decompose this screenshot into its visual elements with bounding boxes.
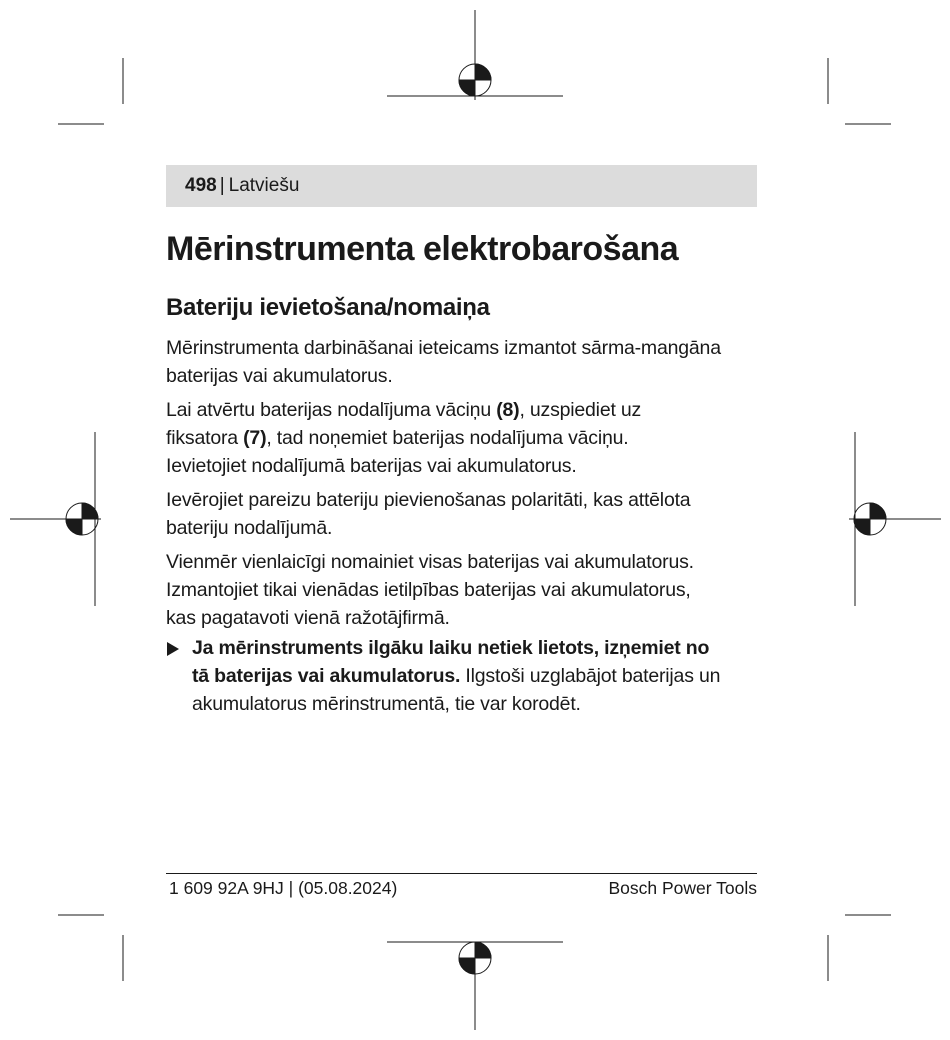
paragraph-line: baterijas vai akumulatorus. [166,365,393,387]
page-header [166,165,757,207]
section-heading: Bateriju ievietošana/nomaiņa [166,294,490,321]
paragraph-battery-type [166,334,762,390]
paragraph-line: kas pagatavoti vienā ražotājfirmā. [166,607,450,629]
note-bold-text: tā baterijas vai akumulatorus. [192,665,461,687]
text-run: fiksatora [166,427,244,449]
note-line [192,634,766,662]
paragraph-open-cover [166,396,762,480]
page-number: 498 [185,175,217,196]
page-title: Mērinstrumenta elektrobarošana [166,230,679,268]
reference-number: (8) [496,399,520,421]
text-run: Lai atvērtu baterijas nodalījuma vāciņu [166,399,497,421]
paragraph-line: Izmantojiet tikai vienādas ietilpības baterijas vai akumulatorus, [166,579,691,601]
reference-number: (7) [243,427,267,449]
body-text [166,334,762,638]
paragraph-line: Vienmēr vienlaicīgi nomainiet visas baterijas vai akumulatorus. [166,551,694,573]
header-language: Latviešu [228,175,300,196]
header-text [185,175,299,197]
paragraph-replace-all [166,548,762,632]
triangle-bullet-icon [166,642,180,656]
paragraph-line: Mērinstrumenta darbināšanai ieteicams izmantot sārma-mangāna [166,337,721,359]
header-separator: | [219,175,225,196]
safety-note-text [192,634,766,718]
registration-mark-top [387,10,563,100]
footer-document-id: 1 609 92A 9HJ | (05.08.2024) [169,878,398,898]
registration-mark-bottom [387,942,563,1030]
paragraph-line: bateriju nodalījumā. [166,517,333,539]
registration-mark-left [10,432,101,606]
text-run: , tad noņemiet baterijas nodalījuma vāciņu. [266,427,629,449]
paragraph-line: Ievērojiet pareizu bateriju pievienošanas polaritāti, kas attēlota [166,489,691,511]
footer-brand: Bosch Power Tools [608,878,757,898]
paragraph-line: Ievietojiet nodalījumā baterijas vai akumulatorus. [166,455,577,477]
text-run: , uzspiediet uz [519,399,642,421]
note-text: Ilgstoši uzglabājot baterijas un [460,665,721,687]
paragraph-line [166,424,762,452]
note-line: akumulatorus mērinstrumentā, tie var korodēt. [192,693,581,715]
registration-mark-right [849,432,941,606]
footer-rule [166,873,757,874]
note-bold-text: Ja mērinstruments ilgāku laiku netiek lietots, izņemiet no [192,637,710,659]
paragraph-polarity [166,486,762,542]
paragraph-line [166,396,762,424]
note-line [192,662,766,690]
